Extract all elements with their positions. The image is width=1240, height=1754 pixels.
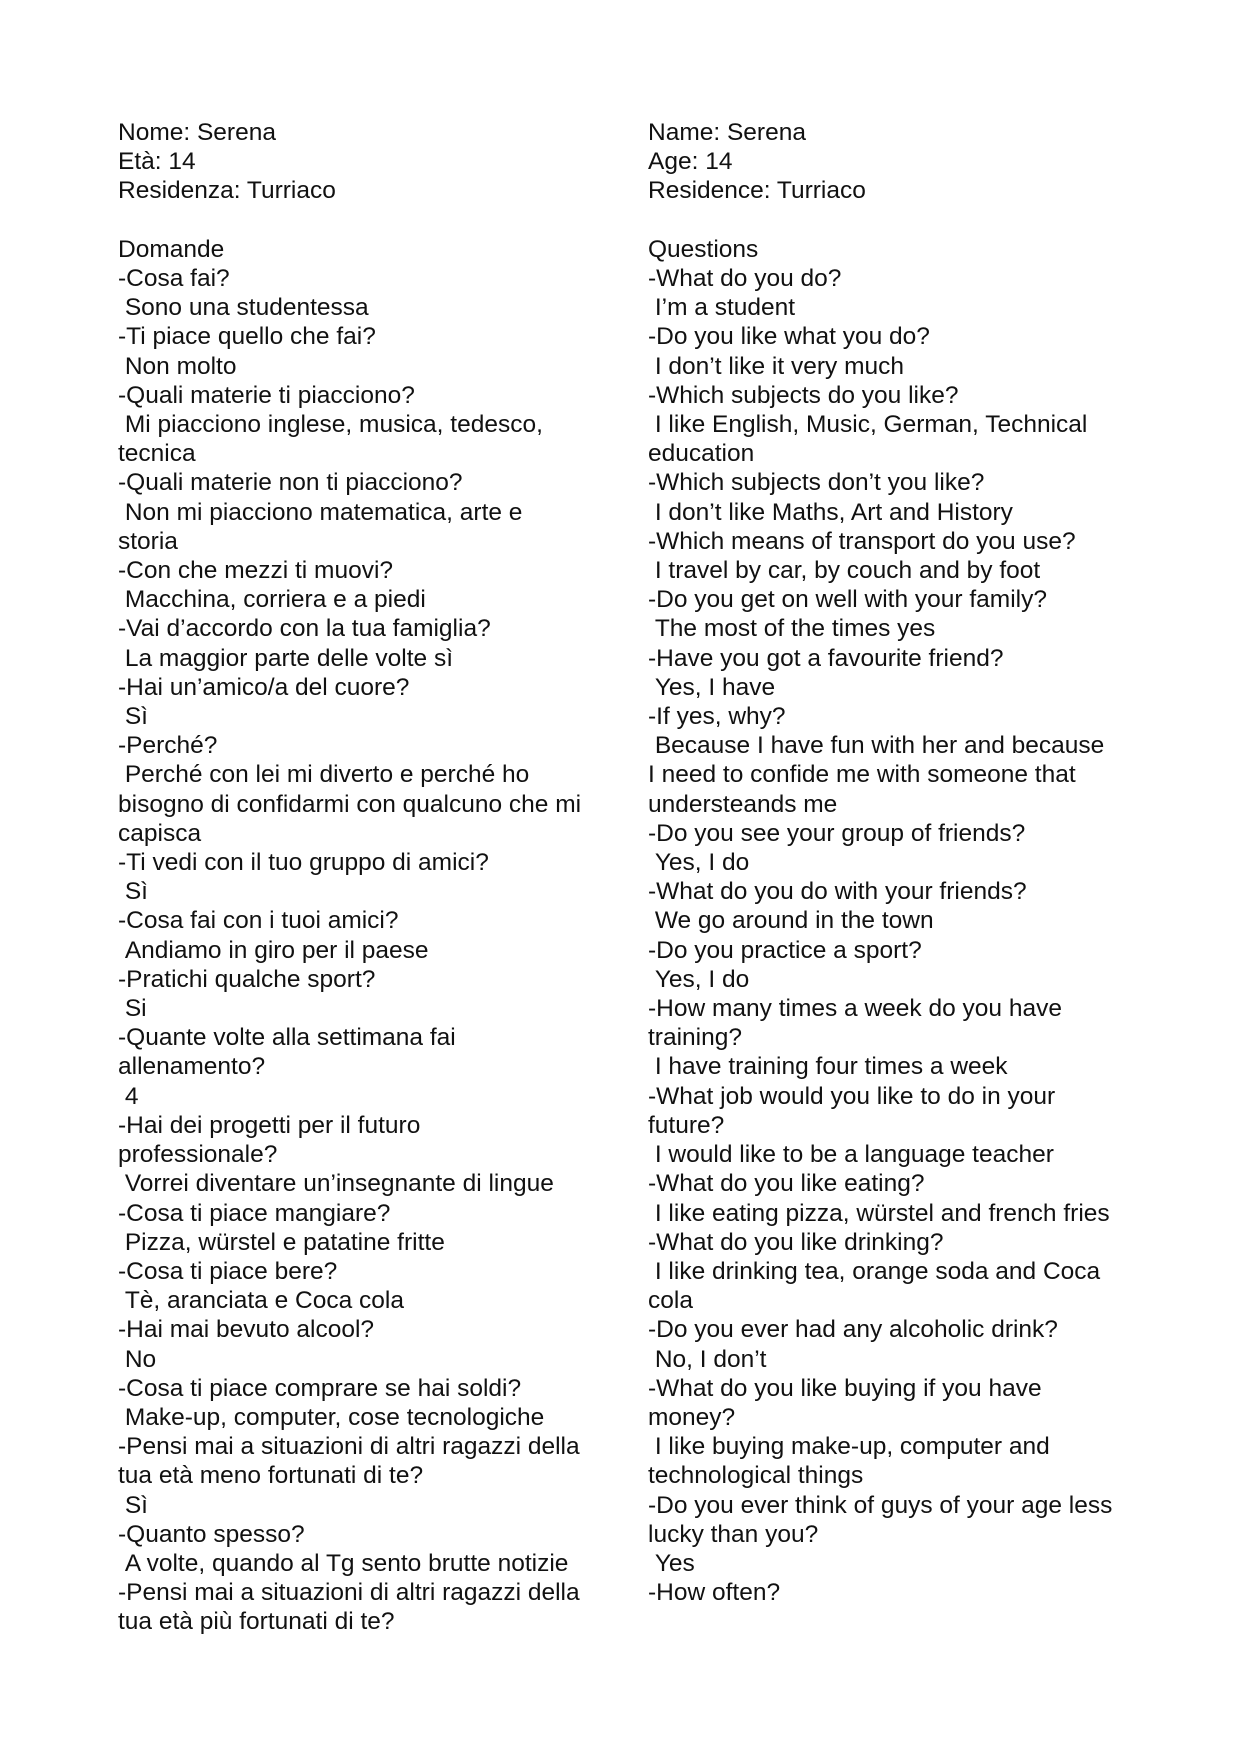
text-line: Non mi piacciono matematica, arte e [118,498,523,526]
text-line: -Do you practice a sport? [648,936,922,964]
text-line: future? [648,1111,725,1139]
text-line: -What do you do? [648,265,842,292]
text-line: -Con che mezzi ti muovi? [118,557,394,585]
text-line: -Hai dei progetti per il futuro [118,1111,421,1139]
text-line: tua età meno fortunati di te? [118,1462,424,1490]
text-line: Sono una studentessa [118,294,369,322]
text-line: I would like to be a language teacher [648,1141,1054,1169]
text-line: -Cosa fai con i tuoi amici? [118,907,399,935]
text-line: -Cosa ti piace comprare se hai soldi? [118,1374,522,1402]
text-line: education [648,440,755,468]
text-line: -If yes, why? [648,703,786,731]
text-line: -Pensi mai a situazioni di altri ragazzi della [118,1433,580,1461]
text-line: -Ti vedi con il tuo gruppo di amici? [118,849,489,877]
text-line: -Do you get on well with your family? [648,586,1047,614]
text-line: Yes, I do [648,849,750,877]
text-line: I like drinking tea, orange soda and Coca [648,1257,1101,1285]
text-line: Sì [118,1491,148,1519]
text-line: Name: Serena [648,119,806,146]
text-line: Make-up, computer, cose tecnologiche [118,1403,545,1431]
text-line: -What do you like eating? [648,1170,925,1198]
text-line: Questions [648,235,759,263]
text-line: -Hai mai bevuto alcool? [118,1316,375,1344]
text-line: No [118,1345,157,1373]
text-line: professionale? [118,1141,278,1169]
text-line: -What do you like buying if you have [648,1374,1042,1402]
text-line: -Which means of transport do you use? [648,527,1076,555]
text-line: Non molto [118,352,237,380]
text-line: I like English, Music, German, Technical [648,411,1088,439]
text-line: -Pratichi qualche sport? [118,965,376,993]
text-line: I don’t like Maths, Art and History [648,498,1013,526]
text-line: technological things [648,1462,864,1490]
text-line: -Cosa fai? [118,265,230,292]
text-line: -Quali materie non ti piacciono? [118,469,463,497]
text-line: The most of the times yes [648,615,936,643]
text-line: lucky than you? [648,1520,819,1548]
text-line: Because I have fun with her and because [648,732,1105,760]
text-line: -Cosa ti piace bere? [118,1257,338,1285]
text-line: Age: 14 [648,148,733,176]
text-line: La maggior parte delle volte sì [118,644,454,672]
text-line: Domande [118,235,225,263]
text-line: Nome: Serena [118,119,276,146]
italian-interview-column [118,118,608,1637]
text-line: Yes [648,1549,695,1577]
text-line: money? [648,1403,736,1431]
text-line [118,206,608,235]
text-line: storia [118,527,178,555]
text-line: Yes, I do [648,965,750,993]
text-line: A volte, quando al Tg sento brutte notizie [118,1549,569,1577]
text-line: Tè, aranciata e Coca cola [118,1287,404,1315]
text-line: cola [648,1287,693,1315]
text-line: Yes, I have [648,673,776,701]
text-line: No, I don’t [648,1345,767,1373]
text-line: Macchina, corriera e a piedi [118,586,426,614]
text-line: I travel by car, by couch and by foot [648,557,1041,585]
text-line: -Do you ever think of guys of your age less [648,1491,1113,1519]
text-line: Residence: Turriaco [648,177,866,205]
text-line: We go around in the town [648,907,934,935]
text-line: Perché con lei mi diverto e perché ho [118,761,530,789]
text-line: -Do you ever had any alcoholic drink? [648,1316,1058,1344]
text-line: Pizza, würstel e patatine fritte [118,1228,445,1256]
text-line: -Do you like what you do? [648,323,930,351]
text-line: -Quanto spesso? [118,1520,305,1548]
text-line: bisogno di confidarmi con qualcuno che mi [118,790,582,818]
text-line: -How often? [648,1579,781,1607]
text-line: -Hai un’amico/a del cuore? [118,673,410,701]
text-line: -Do you see your group of friends? [648,819,1026,847]
text-line: I don’t like it very much [648,352,904,380]
text-line: Sì [118,878,148,906]
text-line: Andiamo in giro per il paese [118,936,429,964]
text-line: -What do you like drinking? [648,1228,944,1256]
text-line: -What do you do with your friends? [648,878,1027,906]
text-line: -How many times a week do you have [648,995,1062,1023]
text-line: I’m a student [648,294,796,322]
text-line: -Which subjects do you like? [648,381,959,409]
text-line: -Pensi mai a situazioni di altri ragazzi della [118,1579,580,1607]
text-line: I need to confide me with someone that [648,761,1076,789]
english-interview-column [648,118,1138,1607]
text-line: -Have you got a favourite friend? [648,644,1004,672]
text-line: tua età più fortunati di te? [118,1608,395,1636]
text-line: I like buying make-up, computer and [648,1433,1050,1461]
text-line [648,206,1138,235]
text-line: -Perché? [118,732,218,760]
text-line: -Quante volte alla settimana fai [118,1024,456,1052]
text-line: -Ti piace quello che fai? [118,323,376,351]
text-line: 4 [118,1082,139,1110]
text-line: I like eating pizza, würstel and french fries [648,1199,1110,1227]
text-line: -Which subjects don’t you like? [648,469,985,497]
text-line: capisca [118,819,202,847]
text-line: Si [118,995,147,1023]
text-line: tecnica [118,440,196,468]
text-line: I have training four times a week [648,1053,1008,1081]
text-line: training? [648,1024,742,1052]
text-line: -Quali materie ti piacciono? [118,381,415,409]
text-line: -What job would you like to do in your [648,1082,1056,1110]
text-line: Età: 14 [118,148,196,176]
text-line: Mi piacciono inglese, musica, tedesco, [118,411,543,439]
text-line: -Cosa ti piace mangiare? [118,1199,391,1227]
text-line: -Vai d’accordo con la tua famiglia? [118,615,491,643]
text-line: understeands me [648,790,838,818]
text-line: Residenza: Turriaco [118,177,336,205]
text-line: allenamento? [118,1053,266,1081]
text-line: Sì [118,703,148,731]
text-line: Vorrei diventare un’insegnante di lingue [118,1170,554,1198]
